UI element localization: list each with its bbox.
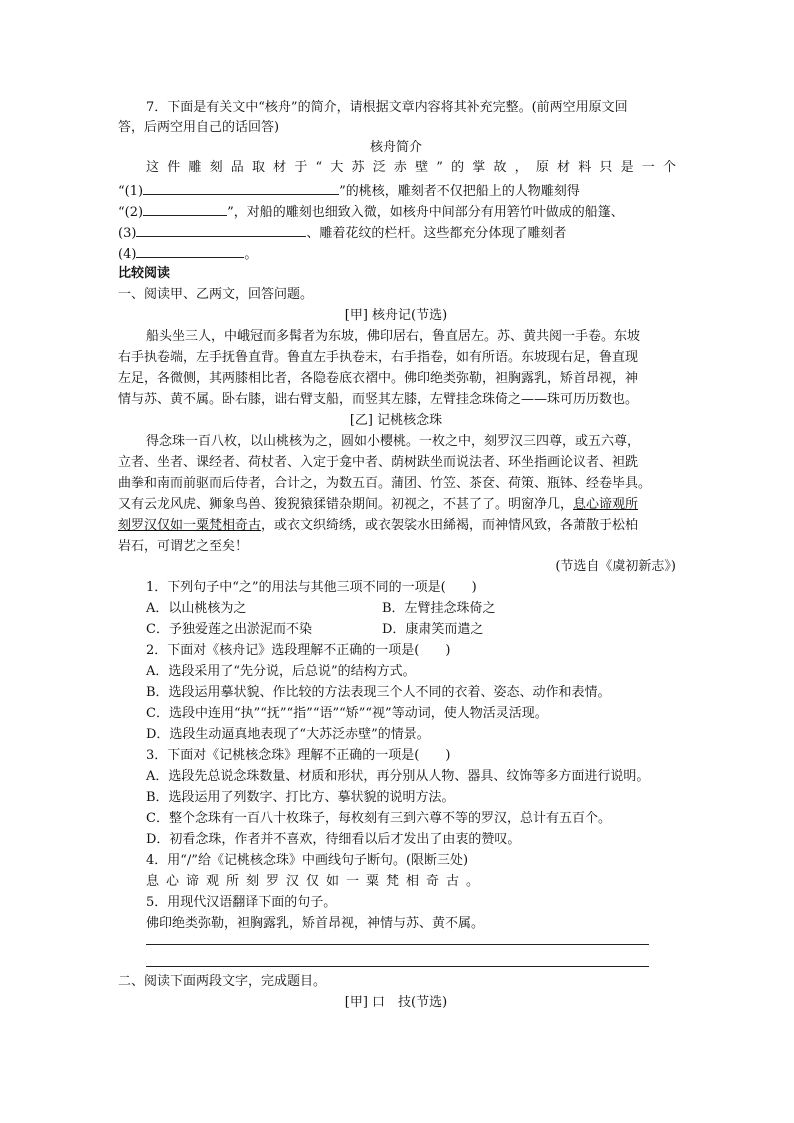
underlined-sentence-part2: 刻罗汉仅如一粟梵相奇古 [118,518,262,533]
q5-text: 佛印绝类弥勒，袒胸露乳，矫首昂视，神情与苏、黄不属。 [146,916,485,931]
q1-option-d: D．康肃笑而遣之 [382,622,484,637]
q1-option-a: A．以山桃核为之 [146,601,247,616]
q2-option-c: C．选段中连用“执”“抚”“指”“语”“矫”“视”等动词，使人物活灵活现。 [146,706,548,721]
jia-line-2: 右手执卷端，左手抚鲁直背。鲁直左手执卷末，右手指卷，如有所语。东坡现右足，鲁直现 [118,350,639,365]
q1-option-c: C．予独爱莲之出淤泥而不染 [146,622,312,637]
question-2: 2．下面对《核舟记》选段理解不正确的一项是( ) [146,643,451,658]
yi-title: [乙] 记桃核念珠 [349,413,443,428]
jia-line-1: 船头坐三人，中峨冠而多髯者为东坡，佛印居右，鲁直居左。苏、黄共阅一手卷。东坡 [146,329,641,344]
q3-option-a: A．选段先总说念珠数量、材质和形状，再分别从人物、器具、纹饰等多方面进行说明。 [146,769,650,784]
part2-instruction: 二、阅读下面两段文字，完成题目。 [118,974,327,989]
q7-p1: 这件雕刻品取材于“大苏泛赤壁”的掌故，原材料只是一个 [146,160,676,175]
answer-blank-4[interactable] [136,243,244,258]
q3-option-c: C．整个念珠有一百八十枚珠子，每枚刻有三到六尊不等的罗汉，总计有五百个。 [146,811,611,826]
q7-line2: 答，后两空用自己的话回答) [118,120,280,135]
q2-option-a: A．选段采用了“先分说，后总说”的结构方式。 [146,664,416,679]
yi-line-3: 曲拳和南而前驱而后侍者，合计之，为数五百。蒲团、竹笠、茶奁、荷策、瓶钵、经卷毕具。 [118,476,652,491]
part1-instruction: 一、阅读甲、乙两文，回答问题。 [118,287,314,302]
q2-option-d: D．选段生动逼真地表现了“大苏泛赤壁”的情景。 [146,727,430,742]
q7-p5: (4) 。 [118,243,257,265]
yi-line-5: 刻罗汉仅如一粟梵相奇古，或衣文织绮绣，或衣袈裟水田絺褐，而神情风致，各萧散于松柏 [118,518,639,533]
yi-source: (节选自《虞初新志》) [555,559,676,574]
answer-line-1[interactable] [146,944,649,945]
answer-blank-1[interactable] [143,180,339,195]
q3-option-b: B．选段运用了列数字、打比方、摹状貌的说明方法。 [146,790,455,805]
q7-p3: “(2) ”，对船的雕刻也细致入微，如核舟中间部分有用箬竹叶做成的船篷、 [118,201,624,223]
answer-blank-2[interactable] [143,201,227,216]
q4-text: 息心谛观所刻罗汉仅如一粟梵相奇古。 [146,874,487,889]
underlined-sentence-part1: 息心谛观所 [573,497,639,512]
question-5: 5．用现代汉语翻译下面的句子。 [146,895,337,910]
q2-option-b: B．选段运用摹状貌、作比较的方法表现三个人不同的衣着、姿态、动作和表情。 [146,685,611,700]
jia-line-4: 情与苏、黄不属。卧右膝，诎右臂支船，而竖其左膝，左臂挂念珠倚之——珠可历历数也。 [118,392,639,407]
q7-p4: (3) 、雕着花纹的栏杆。这些都充分体现了雕刻者 [118,222,566,244]
answer-line-2[interactable] [146,966,649,967]
yi-line-1: 得念珠一百八枚，以山桃核为之，圆如小樱桃。一枚之中，刻罗汉三四尊，或五六尊， [146,434,641,449]
q7-line1: 7．下面是有关文中“核舟”的简介，请根据文章内容将其补充完整。(前两空用原文回 [146,100,628,115]
yi-line-4: 又有云龙风虎、狮象鸟兽、狻猊猿猱错杂期间。初视之，不甚了了。明窗净几，息心谛观所 [118,497,639,512]
yi-line-6: 岩石，可谓艺之至矣！ [118,539,249,554]
answer-blank-3[interactable] [136,222,306,237]
section-heading: 比较阅读 [118,266,171,281]
jia-line-3: 左足，各微侧，其两膝相比者，各隐卷底衣褶中。佛印绝类弥勒，袒胸露乳，矫首昂视，神 [118,371,639,386]
kouji-title: [甲] 口 技(节选) [344,995,448,1010]
q7-p2: “(1) ”的桃核，雕刻者不仅把船上的人物雕刻得 [118,180,580,202]
q1-option-b: B．左臂挂念珠倚之 [382,601,496,616]
question-3: 3．下面对《记桃核念珠》理解不正确的一项是( ) [146,748,451,763]
q7-title: 核舟简介 [369,140,422,155]
yi-line-2: 立者、坐者、课经者、荷杖者、入定于龛中者、荫树趺坐而说法者、环坐指画论议者、袒跣 [118,455,639,470]
question-1: 1．下列句子中“之”的用法与其他三项不同的一项是( ) [146,580,477,595]
jia-title: [甲] 核舟记(节选) [344,308,448,323]
question-4: 4．用“/”给《记桃核念珠》中画线句子断句。(限断三处) [146,853,469,868]
q3-option-d: D．初看念珠，作者并不喜欢，待细看以后才发出了由衷的赞叹。 [146,832,521,847]
